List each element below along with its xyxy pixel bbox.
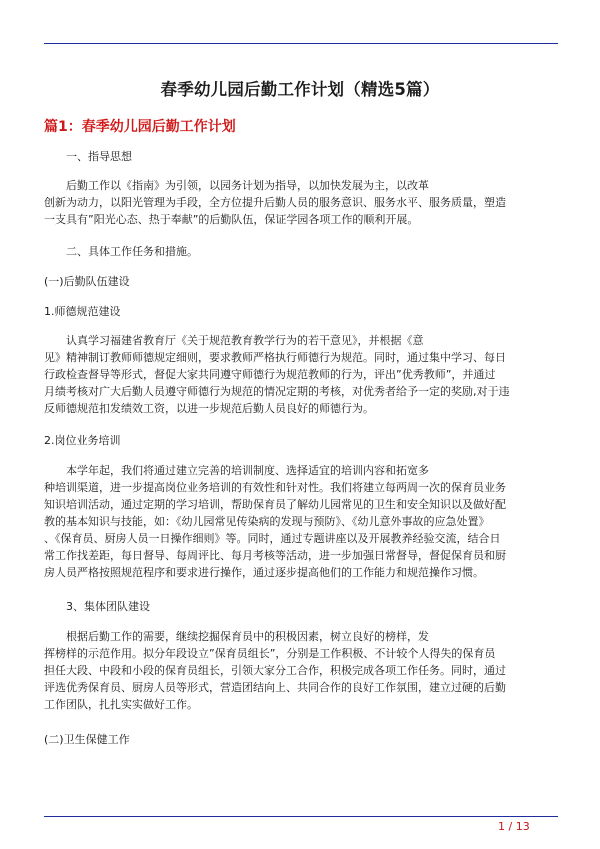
heading-health-care: (二)卫生保健工作 — [44, 733, 130, 746]
paragraph-line: 房人员严格按照规范程序和要求进行操作，通过逐步提高他们的工作能力和规范操作习惯。 — [44, 566, 484, 579]
section-heading: 篇1：春季幼儿园后勤工作计划 — [44, 119, 236, 135]
paragraph-line: 认真学习福建省教育厅《关于规范教育教学行为的若干意见》，并根据《意 — [66, 334, 424, 347]
paragraph-line: 创新为动力，以阳光管理为手段，全方位提升后勤人员的服务意识、服务水平、服务质量，塑造 — [44, 196, 506, 209]
paragraph-line: 行政检查督导等形式，督促大家共同遵守师德行为规范教师的行为，评出”优秀教师”，并通过 — [44, 368, 496, 381]
paragraph-line: 一支具有”阳光心态、热于奉献”的后勤队伍，保证学园各项工作的顺利开展。 — [44, 213, 419, 226]
heading-team-building: (一)后勤队伍建设 — [44, 275, 130, 288]
paragraph-line: 月绩考核对广大后勤人员遵守师德行为规范的情况定期的考核，对优秀者给予一定的奖励,对于违 — [44, 385, 510, 398]
heading-tasks-measures: 二、具体工作任务和措施。 — [66, 245, 198, 258]
heading-guiding-ideology: 一、指导思想 — [66, 150, 132, 163]
paragraph-line: 反师德规范扣发绩效工资，以进一步规范后勤人员良好的师德行为。 — [44, 402, 374, 415]
paragraph-line: 教的基本知识与技能，如：《幼儿园常见传染病的发现与预防》、《幼儿意外事故的应急处置》 — [44, 515, 490, 528]
paragraph-line: 本学年起，我们将通过建立完善的培训制度、选择适宜的培训内容和拓宽多 — [66, 464, 429, 477]
paragraph-line: 知识培训活动，通过定期的学习培训，帮助保育员了解幼儿园常见的卫生和安全知识以及做好配 — [44, 498, 506, 511]
heading-job-training: 2.岗位业务培训 — [44, 434, 121, 447]
paragraph-line: 常工作找差距，每日督导、每周评比、每月考核等活动，进一步加强日常督导，督促保育员和厨 — [44, 549, 506, 562]
paragraph-line: 后勤工作以《指南》为引领，以园务计划为指导，以加快发展为主，以改革 — [66, 179, 429, 192]
paragraph-line: 担任大段、中段和小段的保育员组长，引领大家分工合作，积极完成各项工作任务。同时，通过 — [44, 664, 506, 677]
paragraph-line: 根据后勤工作的需要，继续挖掘保育员中的积极因素，树立良好的榜样，发 — [66, 630, 429, 643]
page-number: 1 / 13 — [498, 820, 530, 833]
heading-ethics-norms: 1.师德规范建设 — [44, 305, 121, 318]
header-rule — [44, 43, 558, 44]
document-title: 春季幼儿园后勤工作计划（精选5篇） — [160, 80, 440, 99]
paragraph-line: 挥榜样的示范作用。拟分年段设立”保育员组长”，分别是工作积极、不计较个人得失的保育员 — [44, 647, 496, 660]
footer-rule — [44, 816, 558, 817]
paragraph-line: 见》精神制订教师师德规定细则，要求教师严格执行师德行为规范。同时，通过集中学习、每日 — [44, 351, 506, 364]
heading-collective-team: 3、集体团队建设 — [66, 600, 150, 613]
paragraph-line: 、《保育员、厨房人员一日操作细则》等。同时，通过专题讲座以及开展教养经验交流，结合日 — [44, 532, 501, 545]
paragraph-line: 工作团队，扎扎实实做好工作。 — [44, 698, 198, 711]
paragraph-line: 评选优秀保育员、厨房人员等形式，营造团结向上、共同合作的良好工作氛围，建立过硬的后勤 — [44, 681, 506, 694]
paragraph-line: 种培训渠道，进一步提高岗位业务培训的有效性和针对性。我们将建立每两周一次的保育员业务 — [44, 481, 506, 494]
